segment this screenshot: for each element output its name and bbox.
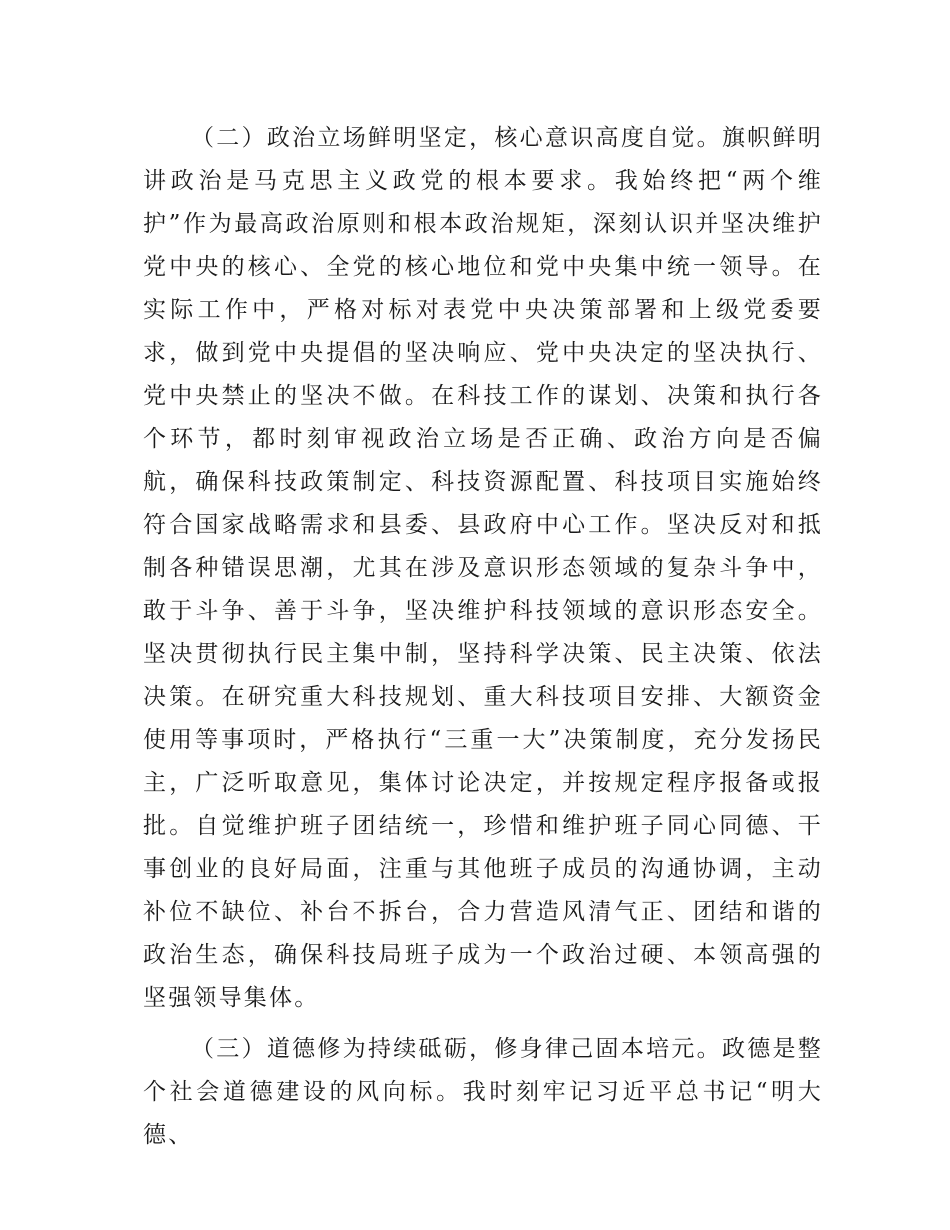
paragraph-section-2: （二）政治立场鲜明坚定，核心意识高度自觉。旗帜鲜明讲政治是马克思主义政党的根本要求。我始终把“两个维护”作为最高政治原则和根本政治规矩，深刻认识并坚决维护党中央的核心、全党的核心地位和党中央集中统一领导。在实际工作中，严格对标对表党中央决策部署和上级党委要求，做到党中央提倡的坚决响应、党中央决定的坚决执行、党中央禁止的坚决不做。在科技工作的谋划、决策和执行各个环节，都时刻审视政治立场是否正确、政治方向是否偏航，确保科技政策制定、科技资源配置、科技项目实施始终符合国家战略需求和县委、县政府中心工作。坚决反对和抵制各种错误思潮，尤其在涉及意识形态领域的复杂斗争中，敢于斗争、善于斗争，坚决维护科技领域的意识形态安全。坚决贯彻执行民主集中制，坚持科学决策、民主决策、依法决策。在研究重大科技规划、重大科技项目安排、大额资金使用等事项时，严格执行“三重一大”决策制度，充分发扬民主，广泛听取意见，集体讨论决定，并按规定程序报备或报批。自觉维护班子团结统一，珍惜和维护班子同心同德、干事创业的良好局面，注重与其他班子成员的沟通协调，主动补位不缺位、补台不拆台，合力营造风清气正、团结和谐的政治生态，确保科技局班子成为一个政治过硬、本领高强的坚强领导集体。 [143, 125, 823, 1011]
document-body [143, 117, 823, 1157]
paragraph-section-3: （三）道德修为持续砥砺，修身律己固本培元。政德是整个社会道德建设的风向标。我时刻牢记习近平总书记“明大德、 [143, 1036, 823, 1148]
